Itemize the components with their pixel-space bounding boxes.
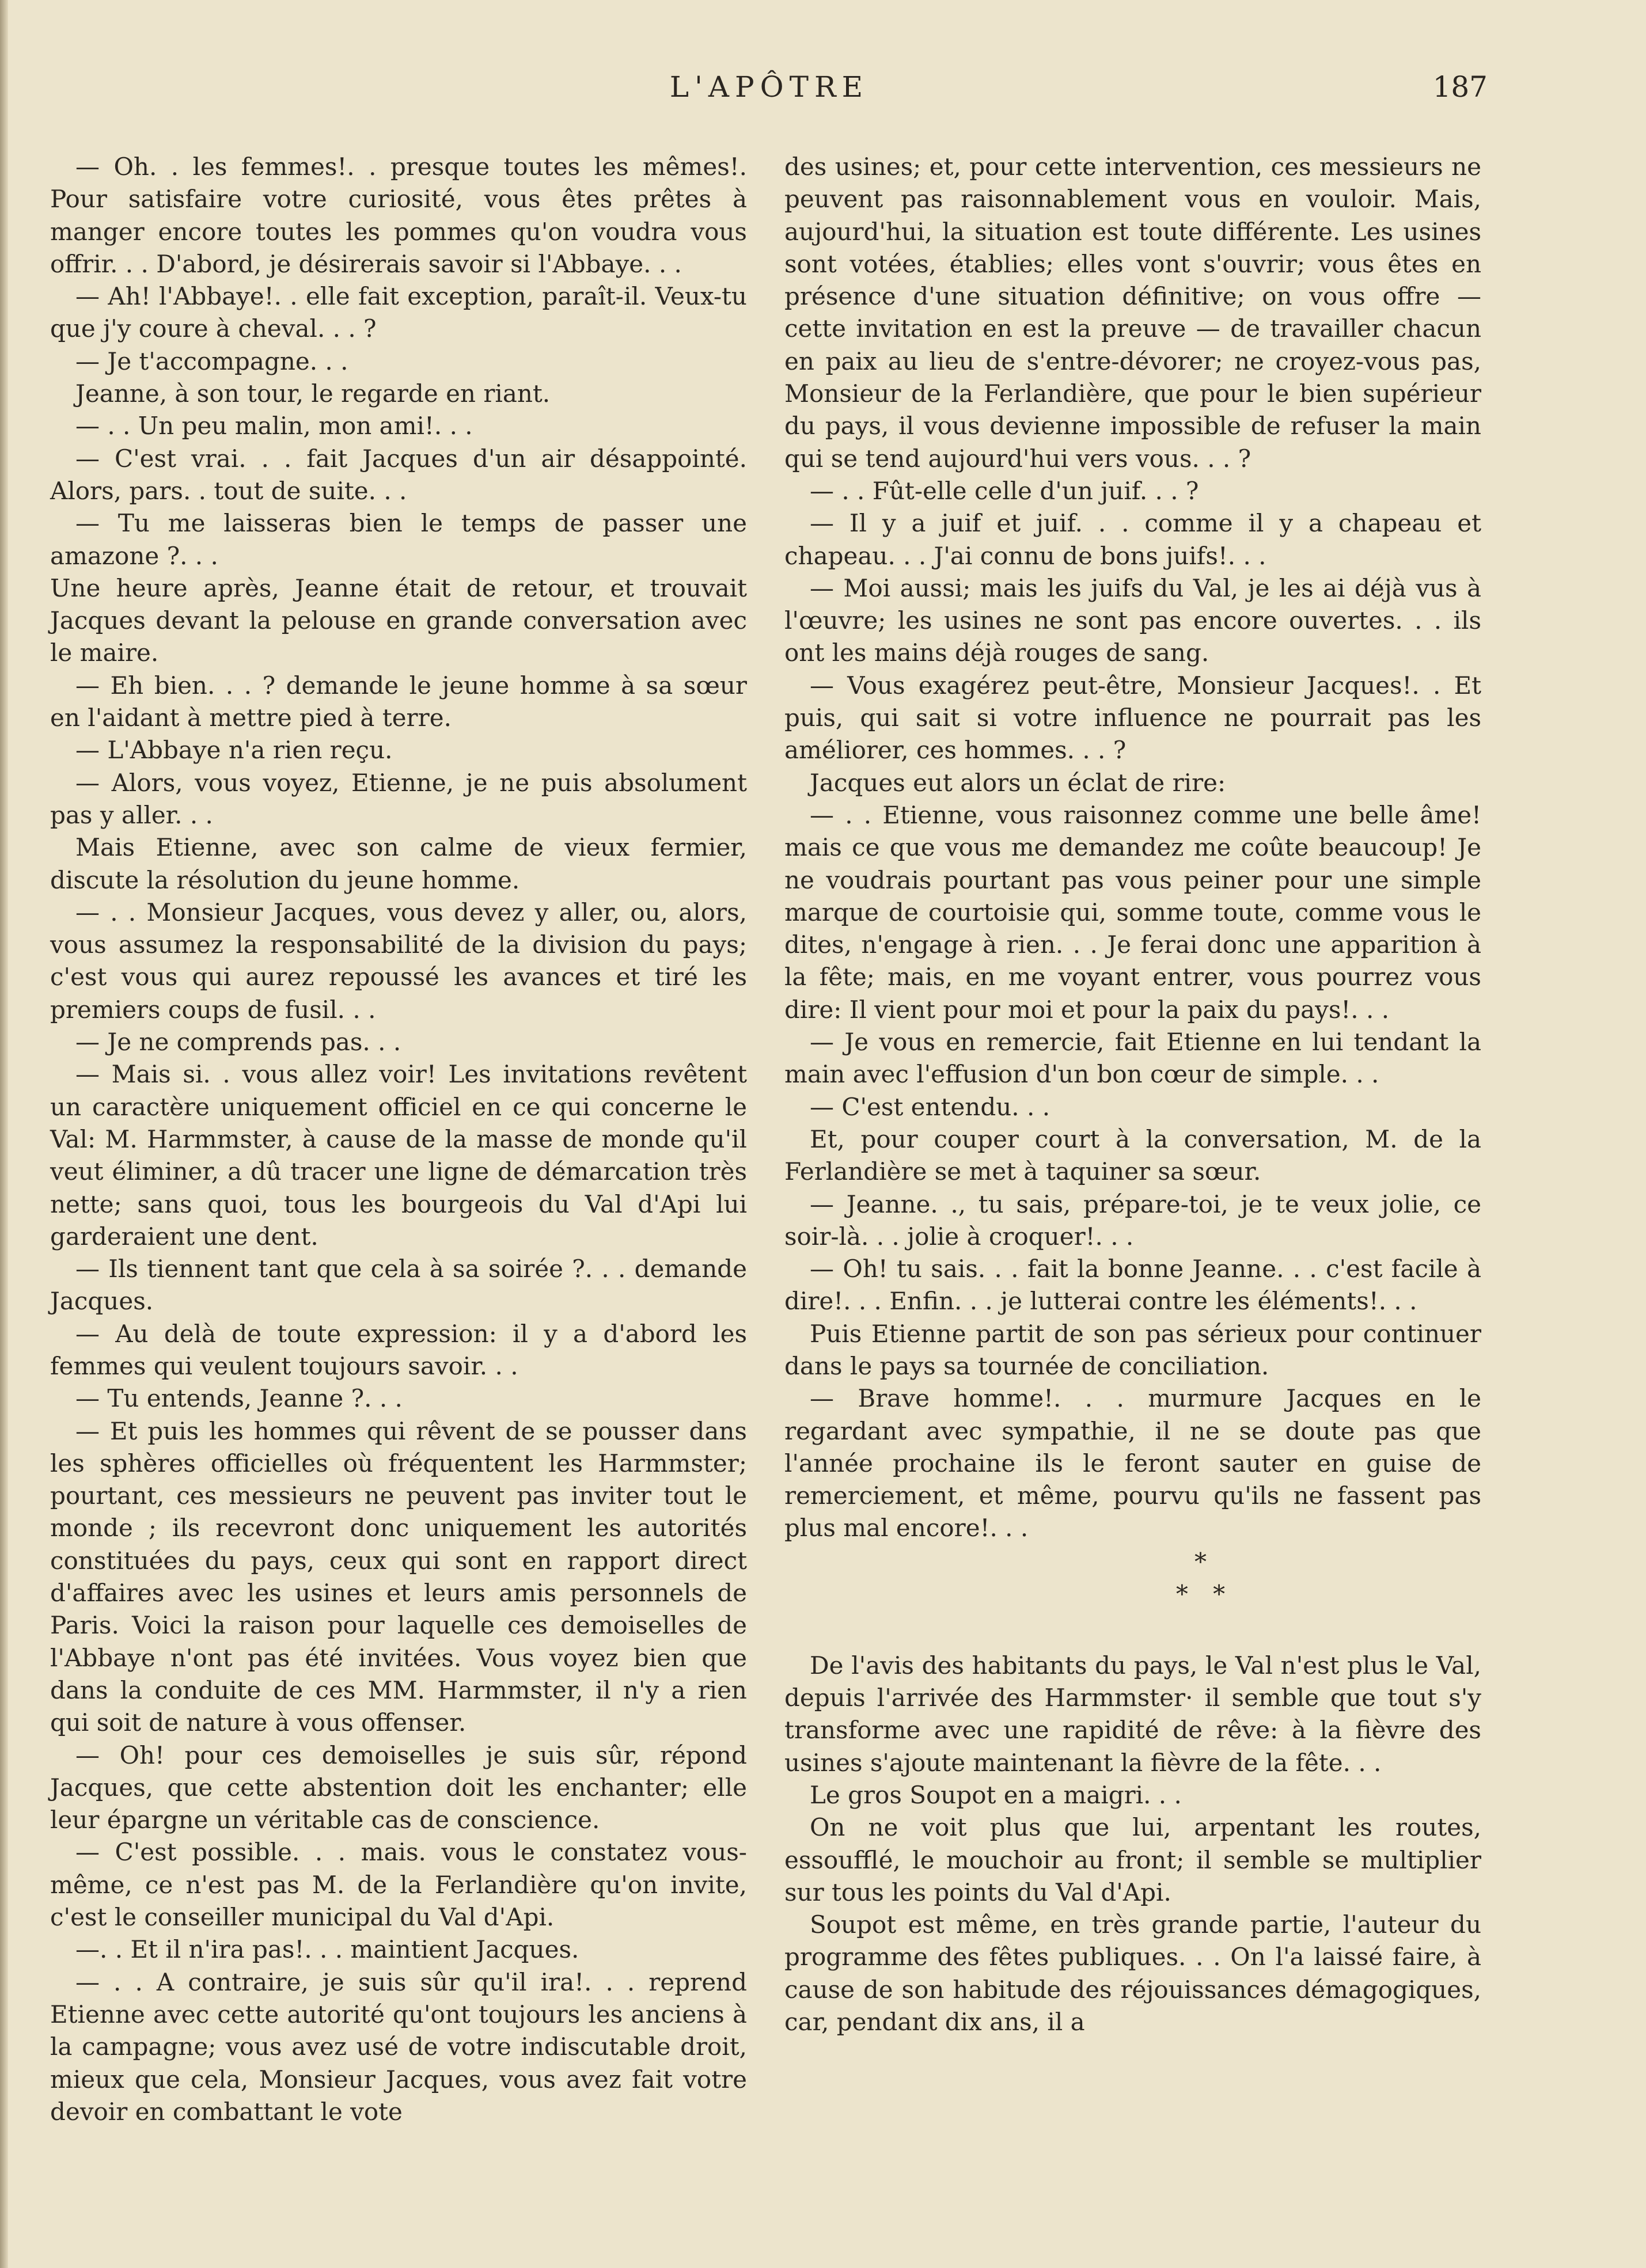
paragraph: — Tu me laisseras bien le temps de passer une amazone ?. . . bbox=[50, 509, 747, 570]
paragraph: — Tu entends, Jeanne ?. . . bbox=[75, 1384, 403, 1413]
paragraph: — C'est vrai. . . fait Jacques d'un air désappointé. Alors, pars. . tout de suite. . . bbox=[50, 444, 747, 505]
paragraph: — . . A contraire, je suis sûr qu'il ira!. . . reprend Etienne avec cette autorité qu'ont toujours les anciens à la campagne; vous avez usé de votre indiscutable droit, mieux que cela, Monsieur Jacques, vous avez fait votre devoir en combattant le vote bbox=[50, 1967, 747, 2126]
paragraph: — . . Un peu malin, mon ami!. . . bbox=[75, 412, 473, 440]
page-header bbox=[51, 70, 1488, 116]
paragraph: — Oh. . les femmes!. . presque toutes les mêmes!. Pour satisfaire votre curiosité, vous êtes prêtes à manger encore toutes les pommes qu'on voudra vous offrir. . . D'abord, je désirerais savoir si l'Abbaye. . . bbox=[50, 153, 747, 278]
paragraph: —. . Et il n'ira pas!. . . maintient Jacques. bbox=[75, 1935, 579, 1964]
paragraph: — Mais si. . vous allez voir! Les invitations revêtent un caractère uniquement officiel en ce qui concerne le Val: M. Harmmster, à cause de la masse de monde qu'il veut éliminer, a dû tracer une ligne de démarcation très nette; sans quoi, tous les bourgeois du Val d'Api lui garderaient une dent. bbox=[50, 1060, 747, 1251]
paragraph: — Oh! tu sais. . . fait la bonne Jeanne. . . c'est facile à dire!. . . Enfin. . . je lutterai contre les éléments!. . . bbox=[784, 1255, 1481, 1316]
paragraph: Soupot est même, en très grande partie, l'auteur du programme des fêtes publiques. . . On l'a laissé faire, à cause de son habitude des réjouissances démagogiques, car, pendant dix ans, il a bbox=[784, 1910, 1481, 2037]
paragraph: — Alors, vous voyez, Etienne, je ne puis absolument pas y aller. . . bbox=[50, 768, 747, 829]
right-column-before-break bbox=[784, 151, 1481, 1545]
paragraph: — Ils tiennent tant que cela à sa soirée ?. . . demande Jacques. bbox=[50, 1255, 747, 1316]
paragraph: Puis Etienne partit de son pas sérieux pour continuer dans le pays sa tournée de conciliation. bbox=[784, 1319, 1481, 1380]
page-edge bbox=[0, 0, 8, 2268]
left-column bbox=[50, 151, 747, 2128]
paragraph: — Et puis les hommes qui rêvent de se pousser dans les sphères officielles où fréquentent les Harmmster; pourtant, ces messieurs ne peuvent pas inviter tout le monde ; ils recevront donc uniquement les autorités constituées du pays, ceux qui sont en rapport direct d'affaires avec les usines et leurs amis personnels de Paris. Voici la raison pour laquelle ces demoiselles de l'Abbaye n'ont pas été invitées. Vous voyez bien que dans la conduite de ces MM. Harmmster, il n'y a rien qui soit de nature à vous offenser. bbox=[50, 1416, 747, 1737]
paragraph: Mais Etienne, avec son calme de vieux fermier, discute la résolution du jeune homme. bbox=[50, 833, 747, 894]
paragraph: des usines; et, pour cette intervention, ces messieurs ne peuvent pas raisonnablement vous en vouloir. Mais, aujourd'hui, la situation est toute différente. Les usines sont votées, établies; elles vont s'ouvrir; vous êtes en présence d'une situation définitive; on vous offre — cette invitation en est la preuve — de travailler chacun en paix au lieu de s'entre-dévorer; ne croyez-vous pas, Monsieur de la Ferlandière, que pour le bien supérieur du pays, il vous devienne impossible de refuser la main qui se tend aujourd'hui vers vous. . . ? bbox=[784, 153, 1481, 473]
paragraph: — Il y a juif et juif. . . comme il y a chapeau et chapeau. . . J'ai connu de bons juifs!. . . bbox=[784, 509, 1481, 570]
paragraph: On ne voit plus que lui, arpentant les routes, essoufflé, le mouchoir au front; il semble se multiplier sur tous les points du Val d'Api. bbox=[784, 1813, 1481, 1906]
running-title: L'APÔTRE bbox=[669, 70, 869, 104]
paragraph: — Jeanne. ., tu sais, prépare-toi, je te veux jolie, ce soir-là. . . jolie à croquer!. . . bbox=[784, 1190, 1481, 1251]
paragraph: — Je vous en remercie, fait Etienne en lui tendant la main avec l'effusion d'un bon cœur de simple. . . bbox=[784, 1028, 1481, 1089]
paragraph: — Ah! l'Abbaye!. . elle fait exception, paraît-il. Veux-tu que j'y coure à cheval. . . ? bbox=[50, 282, 747, 343]
paragraph: — C'est entendu. . . bbox=[810, 1092, 1050, 1121]
paragraph: — Au delà de toute expression: il y a d'abord les femmes qui veulent toujours savoir. . . bbox=[50, 1319, 747, 1380]
paragraph: — C'est possible. . . mais. vous le constatez vous-même, ce n'est pas M. de la Ferlandière qu'on invite, c'est le conseiller municipal du Val d'Api. bbox=[50, 1838, 747, 1932]
paragraph: — Brave homme!. . . murmure Jacques en le regardant avec sympathie, il ne se doute pas que l'année prochaine ils le feront sauter en guise de remerciement, et même, pourvu qu'ils ne fassent pas plus mal encore!. . . bbox=[784, 1384, 1481, 1543]
paragraph: — . . Fût-elle celle d'un juif. . . ? bbox=[810, 476, 1199, 505]
page-number: 187 bbox=[1432, 70, 1488, 104]
paragraph: Jeanne, à son tour, le regarde en riant. bbox=[75, 379, 551, 408]
paragraph: — Oh! pour ces demoiselles je suis sûr, répond Jacques, que cette abstention doit les enchanter; elle leur épargne un véritable cas de conscience. bbox=[50, 1741, 747, 1834]
section-break-top: * bbox=[1194, 1547, 1207, 1576]
right-column bbox=[784, 151, 1481, 2038]
paragraph: Le gros Soupot en a maigri. . . bbox=[810, 1780, 1182, 1809]
paragraph: — . . Monsieur Jacques, vous devez y aller, ou, alors, vous assumez la responsabilité de la division du pays; c'est vous qui aurez repoussé les avances et tiré les premiers coups de fusil. . . bbox=[50, 898, 747, 1024]
paragraph: — Je t'accompagne. . . bbox=[75, 347, 348, 375]
paragraph: — Vous exagérez peut-être, Monsieur Jacques!. . Et puis, qui sait si votre influence ne pourrait pas les améliorer, ces hommes. . . ? bbox=[784, 671, 1481, 765]
paragraph: — . . Etienne, vous raisonnez comme une belle âme! mais ce que vous me demandez me coûte beaucoup! Je ne voudrais pourtant pas vous peiner pour une simple marque de courtoisie qui, somme toute, comme vous le dites, n'engage à rien. . . Je ferai donc une apparition à la fête; mais, en me voyant entrer, vous pourrez vous dire: Il vient pour moi et pour la paix du pays!. . . bbox=[784, 800, 1481, 1024]
paragraph: — Je ne comprends pas. . . bbox=[75, 1028, 401, 1057]
paragraph: Et, pour couper court à la conversation, M. de la Ferlandière se met à taquiner sa sœur. bbox=[784, 1124, 1481, 1186]
paragraph: — L'Abbaye n'a rien reçu. bbox=[75, 736, 393, 765]
paragraph: — Eh bien. . . ? demande le jeune homme à sa sœur en l'aidant à mettre pied à terre. bbox=[50, 671, 747, 732]
paragraph: Jacques eut alors un éclat de rire: bbox=[810, 768, 1226, 797]
section-break-bottom: * * bbox=[1175, 1579, 1226, 1608]
section-break-gap bbox=[784, 1610, 1481, 1650]
right-column-after-break bbox=[784, 1650, 1481, 2039]
paragraph: Une heure après, Jeanne était de retour, et trouvait Jacques devant la pelouse en grande conversation avec le maire. bbox=[50, 573, 747, 667]
paragraph: — Moi aussi; mais les juifs du Val, je les ai déjà vus à l'œuvre; les usines ne sont pas encore ouvertes. . . ils ont les mains déjà rouges de sang. bbox=[784, 573, 1481, 667]
paragraph: De l'avis des habitants du pays, le Val n'est plus le Val, depuis l'arrivée des Harmmster· il semble que tout s'y transforme avec une rapidité de rêve: à la fièvre des usines s'ajoute maintenant la fièvre de la fête. . . bbox=[784, 1651, 1481, 1777]
